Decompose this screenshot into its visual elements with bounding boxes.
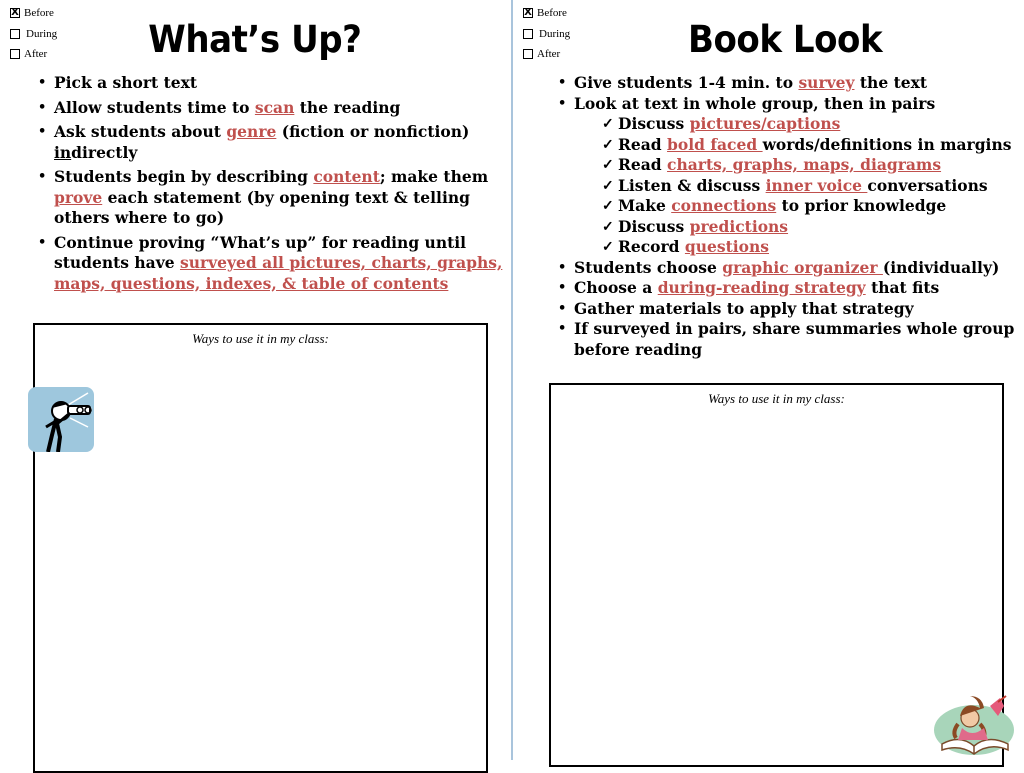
- right-strategy-list: [554, 73, 1016, 360]
- item-text: that fits: [865, 278, 940, 297]
- item-text: Choose a: [574, 278, 658, 297]
- notes-label: Ways to use it in my class:: [192, 331, 329, 346]
- checklist-item: [600, 155, 1016, 176]
- list-item: [554, 73, 1016, 94]
- checkbox-label: During: [539, 27, 571, 40]
- highlighted-term: connections: [671, 196, 777, 215]
- item-text: Listen & discuss: [618, 175, 766, 195]
- checkbox-box[interactable]: X: [11, 7, 19, 19]
- highlighted-term: predictions: [689, 216, 789, 236]
- list-item: [34, 73, 504, 94]
- item-text: Read: [618, 155, 668, 174]
- item-text: Allow students time to: [54, 97, 255, 117]
- item-text: the text: [854, 73, 928, 92]
- item-text: Read: [618, 134, 668, 154]
- list-item: [554, 299, 1016, 320]
- checklist-item: [600, 217, 1016, 238]
- checklist-sublist: [600, 114, 1016, 258]
- item-text: Look at text in whole group, then in pairs: [574, 93, 936, 113]
- checkbox-label: After: [537, 48, 561, 61]
- item-text: Discuss: [618, 216, 690, 236]
- left-strategy-list: [34, 73, 504, 298]
- checkbox-after[interactable]: [10, 44, 57, 65]
- highlighted-term: genre: [226, 122, 277, 141]
- item-text: Record: [618, 237, 685, 256]
- checklist-item: [600, 176, 1016, 197]
- checkbox-label: Before: [24, 7, 54, 20]
- item-text: Make: [618, 196, 672, 215]
- highlighted-term: surveyed all pictures, charts, graphs, maps, questions, indexes, & table of contents: [54, 253, 503, 293]
- item-text: conversations: [867, 175, 988, 195]
- right-phase-checklist: [523, 3, 570, 65]
- left-title: What’s Up?: [148, 18, 362, 61]
- item-text: each statement (by opening text & telling others where to go): [54, 187, 470, 227]
- list-item: [554, 258, 1016, 279]
- list-item: [34, 167, 504, 229]
- checklist-item: [600, 114, 1016, 135]
- highlighted-term: during-reading strategy: [657, 278, 866, 297]
- checkbox-box[interactable]: [523, 29, 533, 39]
- checkbox-box[interactable]: [10, 49, 20, 59]
- highlighted-term: content: [313, 167, 380, 186]
- item-text: Pick a short text: [54, 73, 198, 92]
- highlighted-term: charts, graphs, maps, diagrams: [667, 155, 942, 174]
- binoculars-icon: [28, 387, 94, 452]
- notes-label: Ways to use it in my class:: [708, 391, 845, 406]
- checkbox-after[interactable]: [523, 44, 570, 65]
- checkbox-before[interactable]: [523, 3, 570, 24]
- highlighted-term: pictures/captions: [689, 114, 841, 133]
- checkbox-before[interactable]: [10, 3, 57, 24]
- list-item: [34, 233, 504, 295]
- highlighted-term: survey: [798, 73, 855, 92]
- item-text: Ask students about: [54, 122, 227, 141]
- list-item: [554, 94, 1016, 258]
- checkbox-during[interactable]: [10, 24, 57, 45]
- underlined-text: in: [54, 142, 72, 162]
- child-reading-book-icon: [928, 694, 1018, 758]
- item-text: If surveyed in pairs, share summaries whole group before reading: [574, 319, 1015, 359]
- column-divider: [511, 0, 513, 760]
- checkbox-label: After: [24, 48, 48, 61]
- checkbox-box[interactable]: X: [524, 7, 532, 19]
- item-text: Students choose: [574, 257, 723, 277]
- list-item: [34, 122, 504, 163]
- checkbox-label: Before: [537, 7, 567, 20]
- checklist-item: [600, 237, 1016, 258]
- right-title: Book Look: [688, 18, 883, 61]
- checkbox-box[interactable]: [523, 49, 533, 59]
- left-phase-checklist: [10, 3, 57, 65]
- list-item: [554, 319, 1016, 360]
- item-text: ; make them: [379, 167, 489, 186]
- list-item: [34, 98, 504, 119]
- checkbox-during[interactable]: [523, 24, 570, 45]
- item-text: directly: [71, 142, 138, 162]
- highlighted-term: graphic organizer: [722, 257, 883, 277]
- item-text: Discuss: [618, 114, 690, 133]
- checklist-item: [600, 135, 1016, 156]
- item-text: to prior knowledge: [776, 196, 947, 215]
- item-text: words/definitions in margins: [762, 134, 1012, 154]
- highlighted-term: prove: [54, 187, 103, 207]
- highlighted-term: bold faced: [667, 134, 763, 154]
- item-text: Continue proving “What’s up” for reading until students have: [54, 232, 467, 272]
- checklist-item: [600, 196, 1016, 217]
- item-text: Give students 1-4 min. to: [574, 73, 799, 92]
- item-text: (individually): [882, 257, 1000, 277]
- highlighted-term: inner voice: [765, 175, 868, 195]
- item-text: Gather materials to apply that strategy: [574, 298, 914, 318]
- left-notes-box[interactable]: [33, 323, 488, 773]
- highlighted-term: questions: [684, 237, 769, 256]
- item-text: (fiction or nonfiction): [276, 122, 470, 141]
- checkbox-box[interactable]: [10, 29, 20, 39]
- highlighted-term: scan: [254, 97, 295, 117]
- item-text: Students begin by describing: [54, 167, 314, 186]
- checkbox-label: During: [26, 27, 58, 40]
- list-item: [554, 278, 1016, 299]
- item-text: the reading: [294, 97, 401, 117]
